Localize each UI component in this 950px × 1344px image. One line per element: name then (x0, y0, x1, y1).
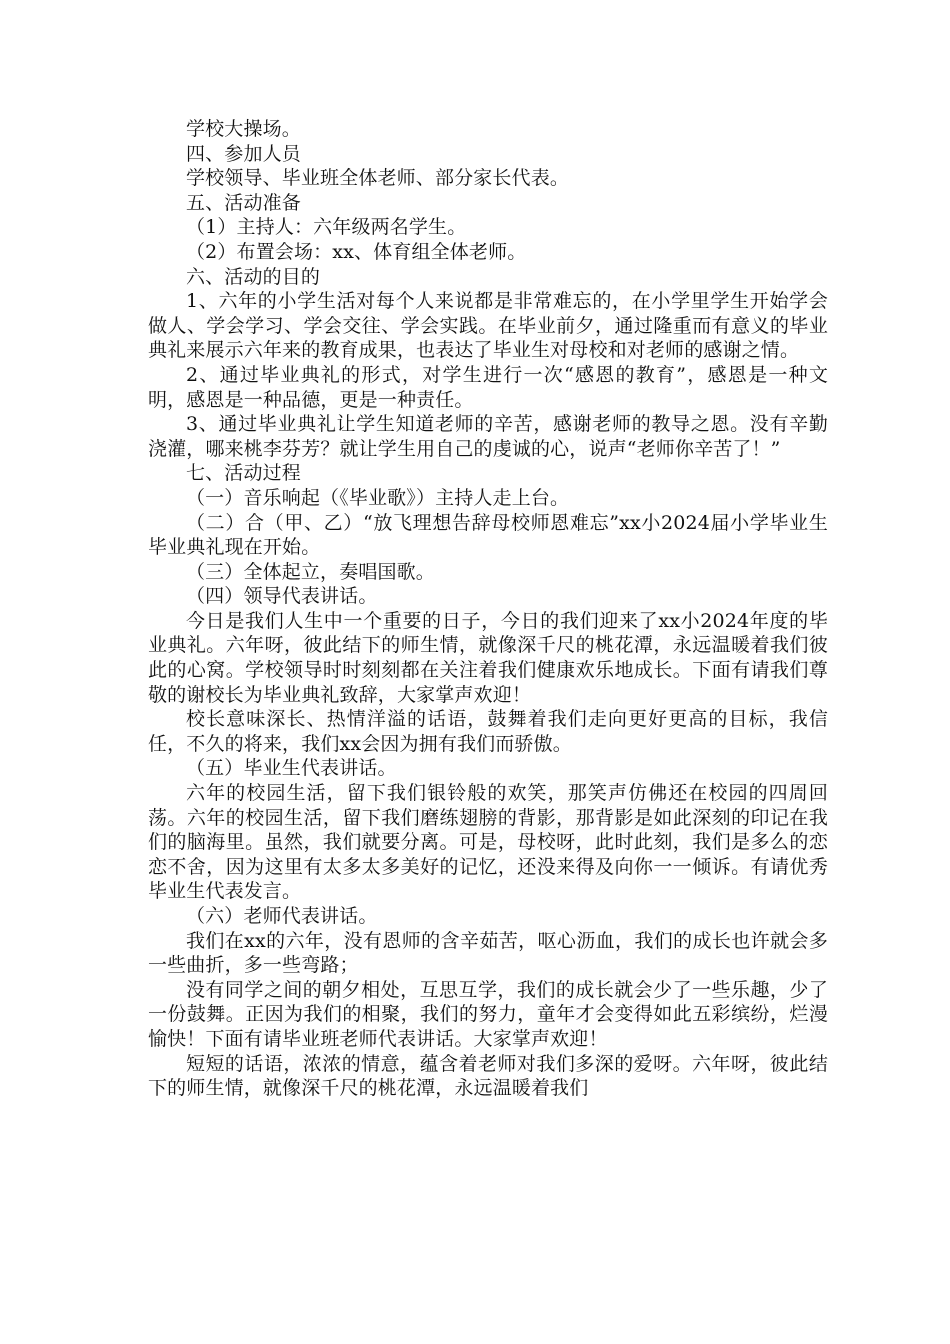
paragraph: （二）合（甲、乙）“放飞理想告辞母校师恩难忘”xx小2024届小学毕业生毕业典礼现在开始。 (148, 511, 828, 559)
paragraph: 1、六年的小学生活对每个人来说都是非常难忘的，在小学里学生开始学会做人、学会学习、学会交往、学会实践。在毕业前夕，通过隆重而有意义的毕业典礼来展示六年来的教育成果，也表达了毕业生对母校和对老师的感谢之情。 (148, 290, 828, 362)
paragraph: 3、通过毕业典礼让学生知道老师的辛苦，感谢老师的教导之恩。没有辛勤浇灌，哪来桃李芬芳？就让学生用自己的虔诚的心，说声“老师你辛苦了！” (148, 413, 828, 460)
paragraph: （三）全体起立，奏唱国歌。 (186, 560, 435, 583)
paragraph: 短短的话语，浓浓的情意，蕴含着老师对我们多深的爱呀。六年呀，彼此结下的师生情，就像深千尺的桃花潭，永远温暖着我们 (148, 1052, 828, 1100)
paragraph: 今日是我们人生中一个重要的日子，今日的我们迎来了xx小2024年度的毕业典礼。六年呀，彼此结下的师生情，就像深千尺的桃花潭，永远温暖着我们彼此的心窝。学校领导时时刻刻都在关注着我们健康欢乐地成长。下面有请我们尊敬的谢校长为毕业典礼致辞，大家掌声欢迎！ (148, 609, 828, 706)
paragraph: 学校大操场。 (186, 118, 301, 140)
paragraph: 四、参加人员 (186, 142, 301, 165)
paragraph: （1）主持人：六年级两名学生。 (186, 216, 467, 239)
document-body (148, 117, 828, 1101)
paragraph: （六）老师代表讲话。 (186, 905, 378, 927)
paragraph: （一）音乐响起（《毕业歌》）主持人走上台。 (186, 486, 570, 509)
paragraph: 我们在xx的六年，没有恩师的含辛茹苦，呕心沥血，我们的成长也许就会多一些曲折，多一些弯路； (148, 929, 828, 977)
paragraph: 学校领导、毕业班全体老师、部分家长代表。 (186, 167, 570, 190)
paragraph: 六、活动的目的 (186, 265, 321, 288)
paragraph: 七、活动过程 (186, 462, 301, 485)
paragraph: （五）毕业生代表讲话。 (186, 757, 397, 780)
paragraph: 五、活动准备 (186, 191, 301, 214)
paragraph: 2、通过毕业典礼的形式，对学生进行一次“感恩的教育”，感恩是一种文明，感恩是一种品德，更是一种责任。 (148, 363, 828, 411)
paragraph: 校长意味深长、热情洋溢的话语，鼓舞着我们走向更好更高的目标，我信任，不久的将来，我们xx会因为拥有我们而骄傲。 (148, 708, 828, 755)
paragraph: （2）布置会场：xx、体育组全体老师。 (186, 240, 527, 263)
paragraph: 六年的校园生活，留下我们银铃般的欢笑，那笑声仿佛还在校园的四周回荡。六年的校园生活，留下我们磨练翅膀的背影，那背影是如此深刻的印记在我们的脑海里。虽然，我们就要分离。可是，母校呀，此时此刻，我们是多么的恋恋不舍，因为这里有太多太多美好的记忆，还没来得及向你一一倾诉。有请优秀毕业生代表发言。 (148, 782, 828, 903)
paragraph: （四）领导代表讲话。 (186, 585, 378, 608)
paragraph: 没有同学之间的朝夕相处，互思互学，我们的成长就会少了一些乐趣，少了一份鼓舞。正因为我们的相聚，我们的努力，童年才会变得如此五彩缤纷，烂漫愉快！下面有请毕业班老师代表讲话。大家掌声欢迎！ (148, 978, 828, 1050)
